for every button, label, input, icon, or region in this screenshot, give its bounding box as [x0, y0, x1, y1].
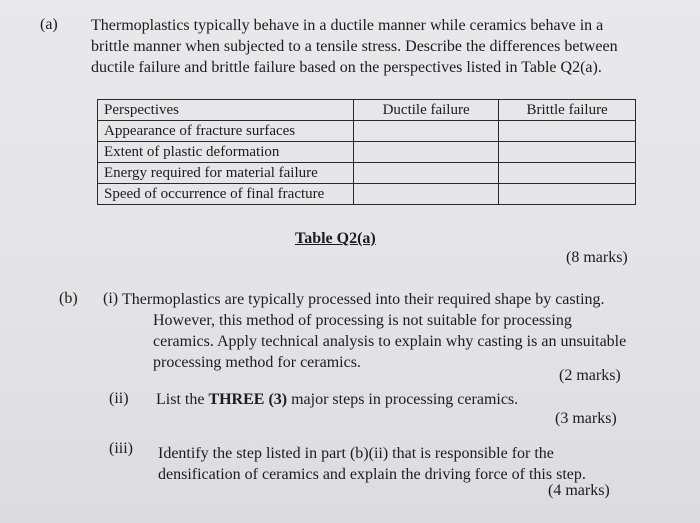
part-b-ii-text-1: List the	[156, 391, 209, 408]
header-brittle-failure: Brittle failure	[499, 100, 636, 121]
part-b-iii-line-1: Identify the step listed in part (b)(ii) that is responsible for the	[158, 445, 554, 462]
table-row	[98, 184, 636, 205]
brittle-cell	[499, 184, 636, 205]
part-b-i-line-3: ceramics. Apply technical analysis to explain why casting is an unsuitable	[153, 333, 627, 350]
perspectives-table	[97, 99, 636, 205]
ductile-cell	[354, 142, 499, 163]
perspective-cell: Energy required for material failure	[98, 163, 354, 184]
perspective-cell: Appearance of fracture surfaces	[98, 121, 354, 142]
brittle-cell	[499, 163, 636, 184]
perspective-cell: Speed of occurrence of final fracture	[98, 184, 354, 205]
part-a-marks: (8 marks)	[566, 249, 628, 266]
part-a-label: (a)	[40, 16, 58, 33]
part-b-i-line-2: However, this method of processing is not suitable for processing	[153, 312, 572, 329]
part-b-iii-label: (iii)	[109, 440, 133, 457]
part-b-i-question	[122, 289, 630, 373]
ductile-cell	[354, 163, 499, 184]
part-a-line-1: Thermoplastics typically behave in a ductile manner while ceramics behave in a	[91, 17, 604, 34]
part-b-ii-marks: (3 marks)	[555, 410, 617, 427]
part-b-iii-line-2: densification of ceramics and explain the driving force of this step.	[158, 466, 586, 483]
part-b-ii-label: (ii)	[109, 390, 129, 407]
ductile-cell	[354, 184, 499, 205]
part-a-line-2: brittle manner when subjected to a tensile stress. Describe the differences between	[91, 38, 618, 55]
brittle-cell	[499, 121, 636, 142]
perspective-cell: Extent of plastic deformation	[98, 142, 354, 163]
brittle-cell	[499, 142, 636, 163]
table-row	[98, 163, 636, 184]
part-b-i-label: (i)	[103, 290, 119, 307]
table-header-row	[98, 100, 636, 121]
part-b-ii-question	[156, 389, 518, 410]
header-perspectives: Perspectives	[98, 100, 354, 121]
table-row	[98, 142, 636, 163]
part-b-ii-text-bold: THREE (3)	[208, 391, 288, 408]
ductile-cell	[354, 121, 499, 142]
table-caption: Table Q2(a)	[295, 230, 376, 247]
part-b-i-marks: (2 marks)	[559, 367, 621, 384]
table-row	[98, 121, 636, 142]
part-b-iii-question	[158, 443, 586, 485]
part-a-line-3: ductile failure and brittle failure based on the perspectives listed in Table Q2(a).	[91, 59, 602, 76]
part-b-label: (b)	[59, 290, 78, 307]
part-b-i-line-4: processing method for ceramics.	[153, 354, 361, 371]
part-b-iii-marks: (4 marks)	[548, 482, 610, 499]
part-a-question	[91, 15, 651, 78]
part-b-ii-text-2: major steps in processing ceramics.	[287, 391, 519, 408]
header-ductile-failure: Ductile failure	[354, 100, 499, 121]
part-b-i-line-1: Thermoplastics are typically processed into their required shape by casting.	[122, 291, 605, 308]
